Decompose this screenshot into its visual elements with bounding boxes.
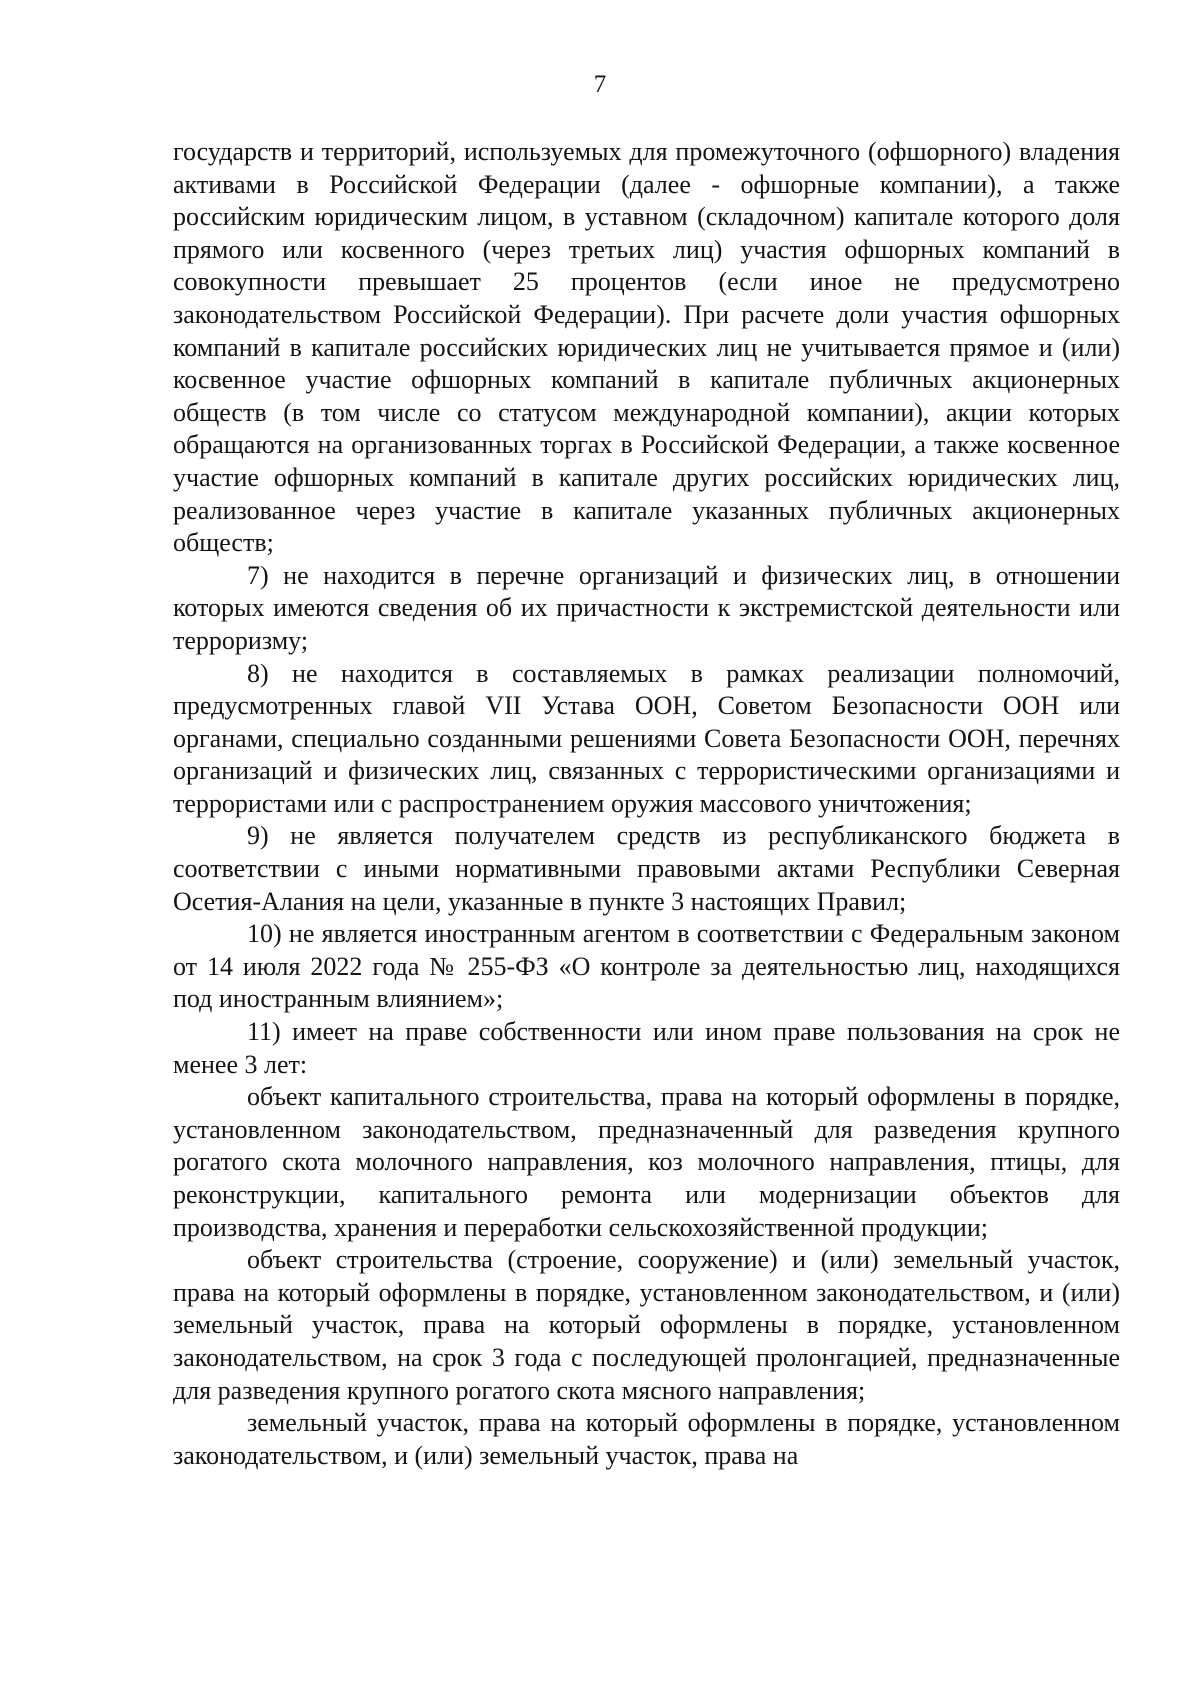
paragraph-construction-object: объект строительства (строение, сооружение) и (или) земельный участок, права на который оформлены в порядке, установленном законодательством, и (или) земельный участок, права на который оформлены в порядке, установленном законодательством, на срок 3 года с последующей пролонгацией, предназначенные для разведения крупного рогатого скота мясного направления; xyxy=(173,1245,1120,1405)
page-number: 7 xyxy=(593,71,607,98)
paragraph-item-9: 9) не является получателем средств из республиканского бюджета в соответствии с иными нормативными правовыми актами Республики Северная Осетия-Алания на цели, указанные в пункте 3 настоящих Правил; xyxy=(173,821,1120,916)
paragraph-capital-construction: объект капитального строительства, права на который оформлены в порядке, установленном законодательством, предназначенный для разведения крупного рогатого скота молочного направления, коз молочного направления, птицы, для реконструкции, капитального ремонта или модернизации объектов для производства, хранения и переработки сельскохозяйственной продукции; xyxy=(173,1082,1120,1242)
paragraph-land-plot: земельный участок, права на который оформлены в порядке, установленном законодательством, и (или) земельный участок, права на xyxy=(173,1408,1120,1470)
document-body xyxy=(173,136,1120,1472)
paragraph-offshore-companies: государств и территорий, используемых для промежуточного (офшорного) владения активами в Российской Федерации (далее - офшорные компании), а также российским юридическим лицом, в уставном (складочном) капитале которого доля прямого или косвенного (через третьих лиц) участия офшорных компаний в совокупности превышает 25 процентов (если иное не предусмотрено законодательством Российской Федерации). При расчете доли участия офшорных компаний в капитале российских юридических лиц не учитывается прямое и (или) косвенное участие офшорных компаний в капитале публичных акционерных обществ (в том числе со статусом международной компании), акции которых обращаются на организованных торгах в Российской Федерации, а также косвенное участие офшорных компаний в капитале других российских юридических лиц, реализованное через участие в капитале указанных публичных акционерных обществ; xyxy=(173,137,1120,558)
paragraph-item-11: 11) имеет на праве собственности или ином праве пользования на срок не менее 3 лет: xyxy=(173,1017,1120,1079)
paragraph-item-7: 7) не находится в перечне организаций и физических лиц, в отношении которых имеются сведения об их причастности к экстремистской деятельности или терроризму; xyxy=(173,560,1120,655)
paragraph-item-8: 8) не находится в составляемых в рамках реализации полномочий, предусмотренных главой VII Устава ООН, Советом Безопасности ООН или органами, специально созданными решениями Совета Безопасности ООН, перечнях организаций и физических лиц, связанных с террористическими организациями и террористами или с распространением оружия массового уничтожения; xyxy=(173,658,1120,818)
paragraph-item-10: 10) не является иностранным агентом в соответствии с Федеральным законом от 14 июля 2022 года № 255-ФЗ «О контроле за деятельностью лиц, находящихся под иностранным влиянием»; xyxy=(173,919,1120,1014)
